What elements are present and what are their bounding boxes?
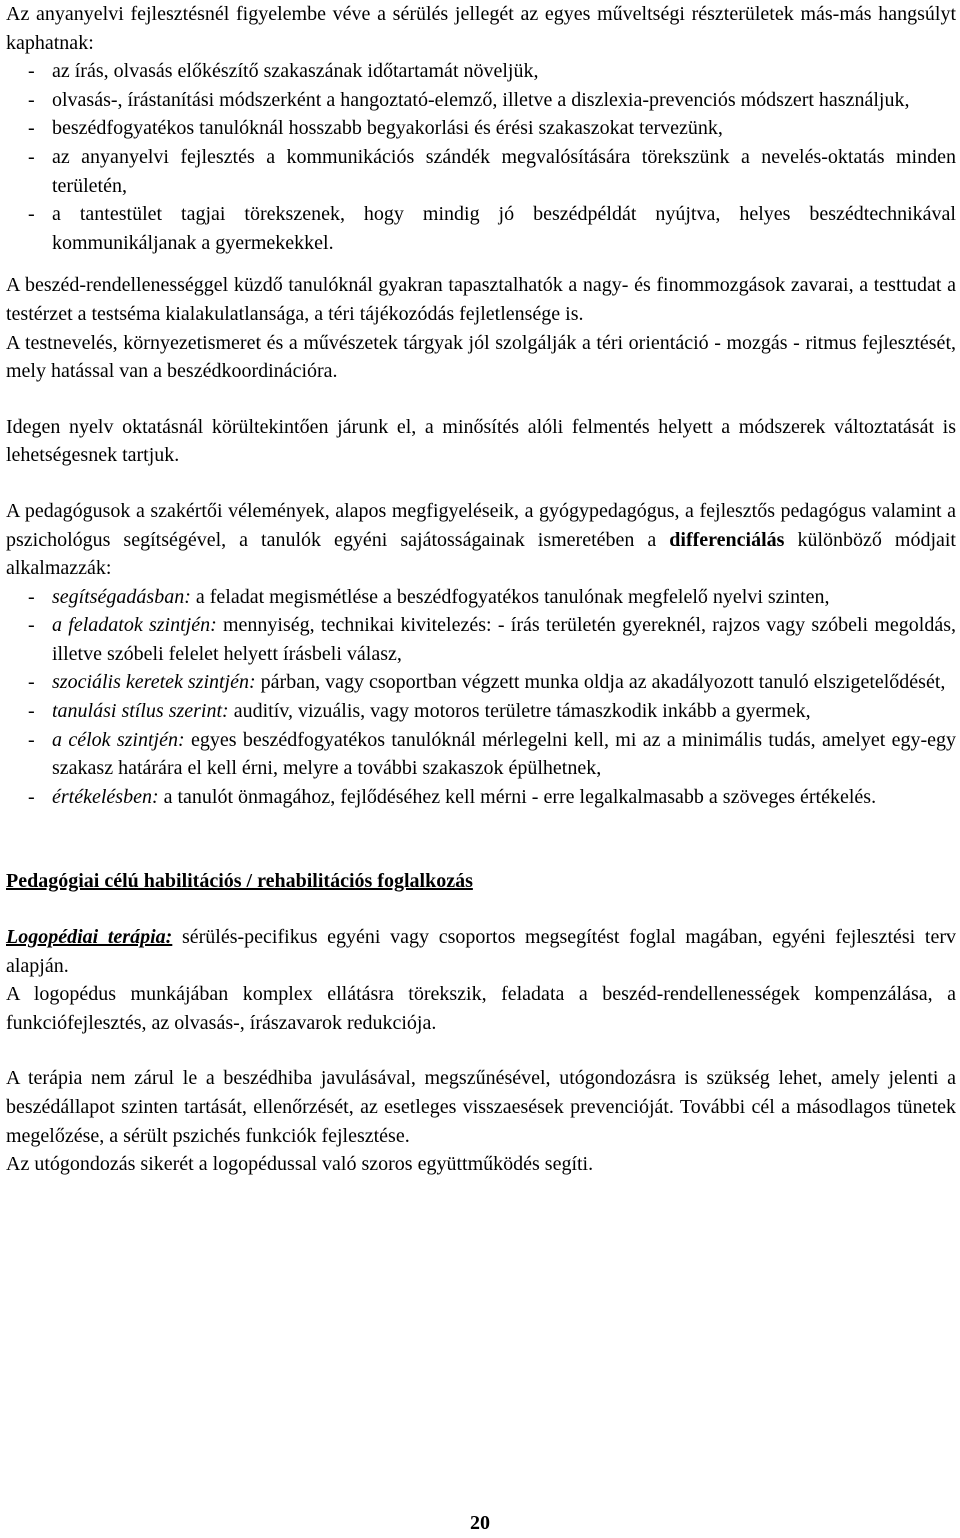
differentiation-list (6, 583, 956, 812)
logopedist-paragraph: A logopédus munkájában komplex ellátásra törekszik, feladata a beszéd-rendellenességek kompenzálása, a funkciófejlesztés, az olvasás-, írászavarok redukciója. (6, 983, 956, 1034)
logopedics-paragraph (6, 923, 956, 980)
list-item (6, 611, 956, 668)
list-item (6, 783, 956, 812)
intro-paragraph: Az anyanyelvi fejlesztésnél figyelembe véve a sérülés jellegét az egyes műveltségi részterületek más-más hangsúlyt kaphatnak: (6, 3, 956, 54)
differentiation-keyword: differenciálás (669, 528, 785, 551)
motor-paragraph: A beszéd-rendellenességgel küzdő tanulóknál gyakran tapasztalhatók a nagy- és finommozgások zavarai, a testtudat a testérzet a testséma kialakulatlansága, a téri tájékozódás fejletlensége is. (6, 274, 956, 325)
list-item: - beszédfogyatékos tanulóknál hosszabb begyakorlási és érési szakaszokat tervezünk, (6, 114, 956, 143)
subjects-paragraph: A testnevelés, környezetismeret és a művészetek tárgyak jól szolgálják a téri orientáció - mozgás - ritmus fejlesztését, mely hatással van a beszédkoordinációra. (6, 331, 956, 383)
list-item-label: a célok szintjén: (52, 728, 185, 751)
spacer (6, 257, 956, 271)
list-item: - a tantestület tagjai törekszenek, hogy mindig jó beszédpéldát nyújtva, helyes beszédtechnikával kommunikáljanak a gyermekekkel. (6, 200, 956, 257)
section-heading: Pedagógiai célú habilitációs / rehabilitációs foglalkozás (6, 870, 473, 893)
therapy-paragraph: A terápia nem zárul le a beszédhiba javulásával, megszűnésével, utógondozásra is szükség lehet, amely jelenti a beszédállapot szinten tartását, ellenőrzését, az esetleges visszaesések prevencióját. További cél a másodlagos tünetek megelőzése, a sérült pszichés funkciók fejlesztése. (6, 1067, 956, 1147)
list-item-text: egyes beszédfogyatékos tanulóknál mérlegelni kell, mi az a minimális tudás, amelyet egy-egy szakasz határára el kell érni, melyre a további szakaszok épülhetnek, (52, 728, 956, 780)
list-item-label: segítségadásban: (52, 585, 191, 608)
list-item-text: a feladat megismétlése a beszédfogyatékos tanulónak megfelelő nyelvi szinten, (190, 585, 830, 608)
aftercare-paragraph: Az utógondozás sikerét a logopédussal való szoros együttműködés segíti. (6, 1153, 594, 1176)
list-item (6, 726, 956, 783)
language-paragraph: Idegen nyelv oktatásnál körültekintően járunk el, a minősítés alóli felmentés helyett a módszerek változtatását is lehetségesnek tartjuk. (6, 415, 956, 467)
list-item-label: értékelésben: (52, 785, 159, 808)
document-page (6, 0, 956, 1179)
spacer (6, 1037, 956, 1064)
list-item-label: tanulási stílus szerint: (52, 700, 229, 723)
page-number: 20 (470, 1512, 490, 1534)
list-item (6, 697, 956, 726)
spacer (6, 811, 956, 867)
intro-list (6, 57, 956, 257)
list-item-text: auditív, vizuális, vagy motoros területre támaszkodik inkább a gyermek, (228, 700, 811, 723)
list-item: - olvasás-, írástanítási módszerként a hangoztató-elemző, illetve a diszlexia-prevenciós módszert használjuk, (6, 86, 956, 115)
list-item: - az írás, olvasás előkészítő szakaszának időtartamát növeljük, (6, 57, 956, 86)
list-item: - az anyanyelvi fejlesztés a kommunikációs szándék megvalósítására törekszünk a nevelés-oktatás minden területén, (6, 143, 956, 200)
list-item-label: a feladatok szintjén: (52, 614, 217, 637)
differentiation-paragraph (6, 497, 956, 583)
spacer (6, 896, 956, 923)
spacer (6, 386, 956, 413)
list-item (6, 583, 956, 612)
spacer (6, 470, 956, 497)
logopedics-label: Logopédiai terápia: (6, 926, 173, 949)
list-item-text: mennyiség, technikai kivitelezés: - írás területén gyereknél, rajzos vagy szóbeli megoldás, illetve szóbeli felelet helyett írásbeli válasz, (52, 614, 956, 665)
list-item-text: párban, vagy csoportban végzett munka oldja az akadályozott tanuló elszigetelődését, (255, 671, 946, 694)
list-item-text: a tanulót önmagához, fejlődéséhez kell mérni - erre legalkalmasabb a szöveges értékelés. (158, 785, 877, 808)
differentiation-text-after: különböző módjait alkalmazzák: (6, 528, 956, 580)
list-item (6, 668, 956, 697)
logopedics-text: sérülés-pecifikus egyéni vagy csoportos megsegítést foglal magában, egyéni fejlesztési terv alapján. (6, 926, 956, 977)
list-item-label: szociális keretek szintjén: (52, 671, 256, 694)
differentiation-text-before: A pedagógusok a szakértői vélemények, alapos megfigyeléseik, a gyógypedagógus, a fejlesztős pedagógus valamint a pszichológus segítségével, a tanulók egyéni sajátosságainak ismeretében a (6, 499, 956, 551)
